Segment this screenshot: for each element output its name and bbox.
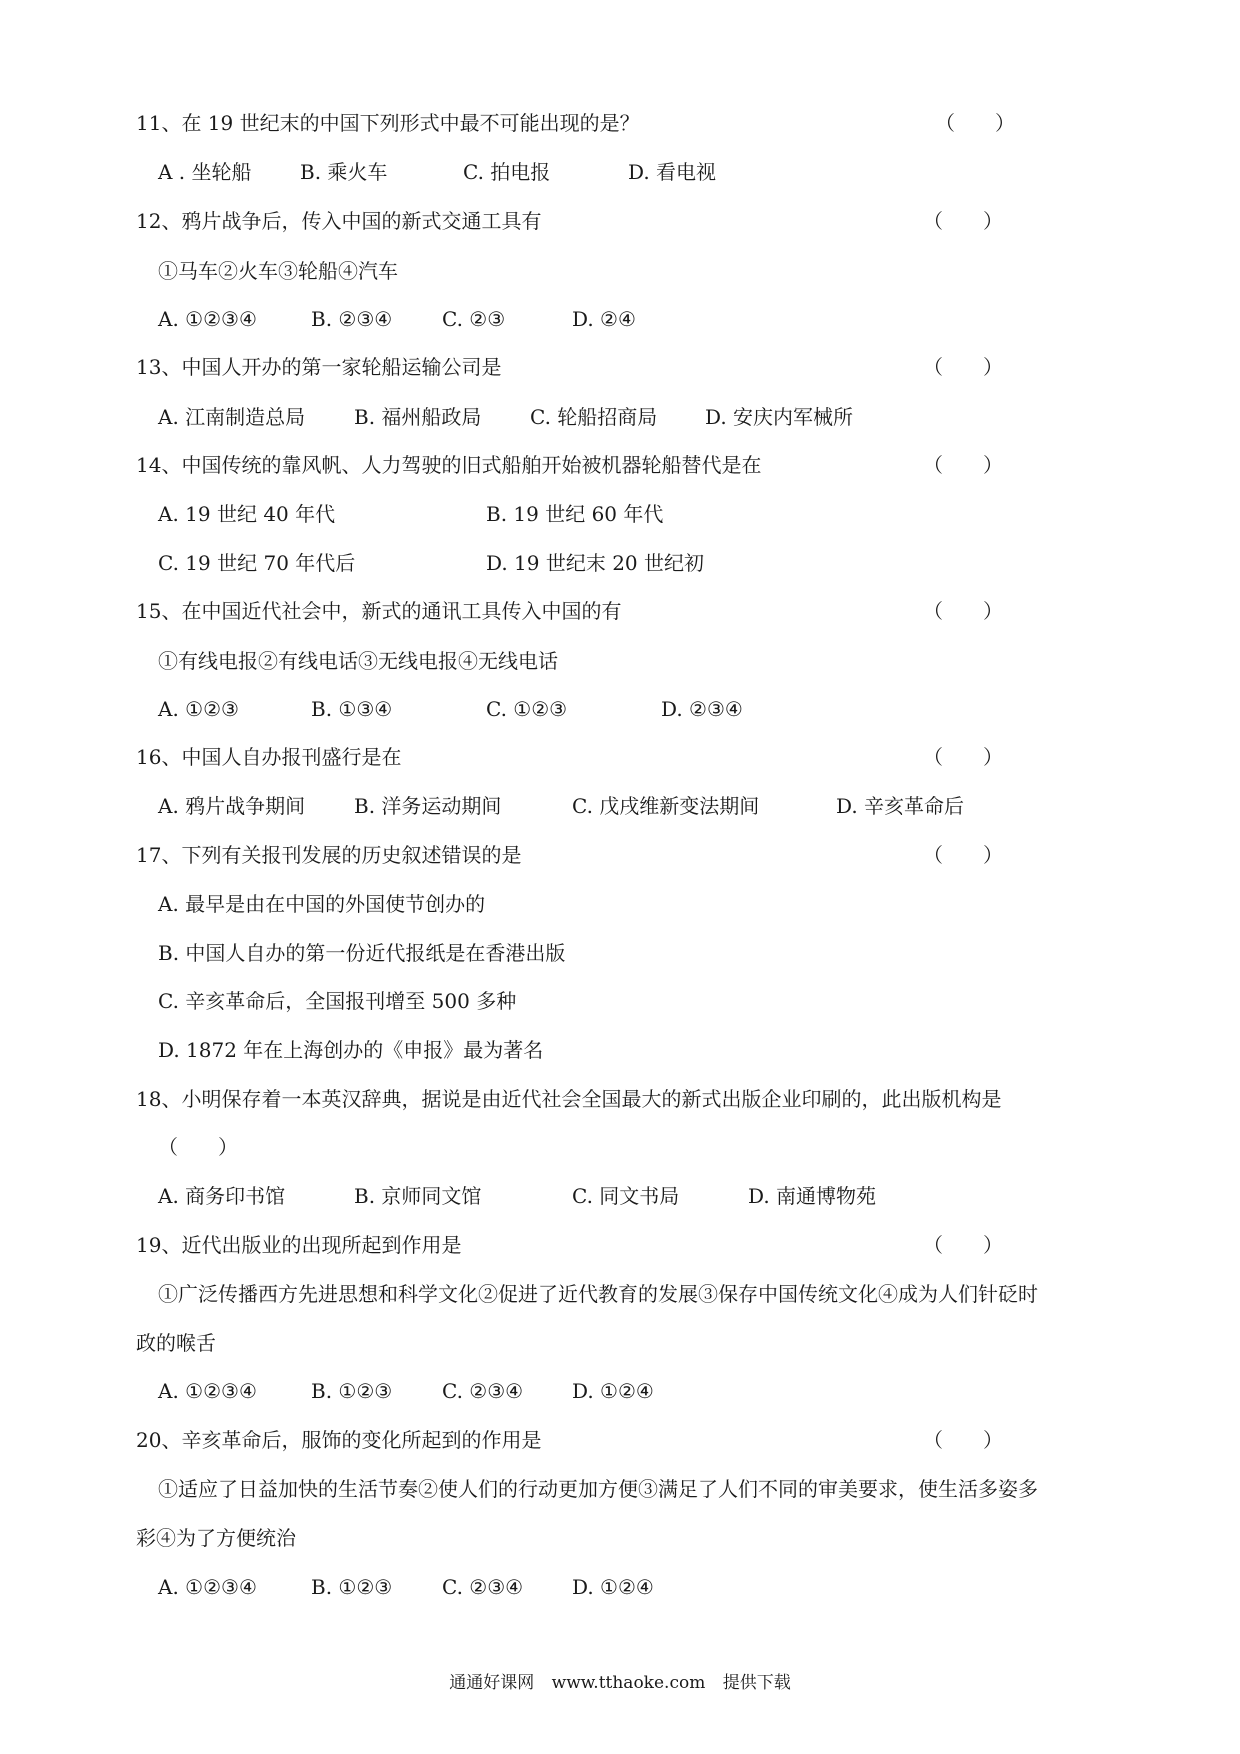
option-a: A. ①②③④ (158, 307, 257, 331)
option-b: B. 京师同文馆 (354, 1184, 482, 1208)
option-a: A. ①②③④ (158, 1379, 257, 1403)
option-c: C. 轮船招商局 (530, 405, 658, 429)
option-a: A. 商务印书馆 (158, 1184, 286, 1208)
footer-site-name: 通通好课网 (449, 1673, 535, 1693)
option-a: A. ①②③ (158, 697, 239, 721)
option-d: D. 南通博物苑 (748, 1184, 877, 1208)
option-b: B. 乘火车 (300, 160, 388, 184)
question-items: ①马车②火车③轮船④汽车 (158, 259, 398, 283)
option-a: A. 最早是由在中国的外国使节创办的 (158, 892, 486, 916)
option-c: C. 同文书局 (572, 1184, 680, 1208)
question-stem: 18、小明保存着一本英汉辞典，据说是由近代社会全国最大的新式出版企业印刷的，此出版机构是 (136, 1087, 1002, 1111)
question-stem: 13、中国人开办的第一家轮船运输公司是 (136, 355, 502, 379)
option-d: D. ②③④ (661, 697, 743, 721)
option-c: C. ②③④ (442, 1575, 524, 1599)
answer-blank: （ ） (923, 1233, 1003, 1257)
option-c: C. 19 世纪 70 年代后 (158, 551, 356, 575)
question-items: ①适应了日益加快的生活节奏②使人们的行动更加方便③满足了人们不同的审美要求，使生活多姿多 (158, 1477, 1038, 1501)
question-stem: 16、中国人自办报刊盛行是在 (136, 745, 402, 769)
answer-blank: （ ） (923, 1428, 1003, 1452)
question-items: ①有线电报②有线电话③无线电报④无线电话 (158, 649, 558, 673)
option-d: D. ②④ (572, 307, 636, 331)
option-a: A. ①②③④ (158, 1575, 257, 1599)
answer-blank: （ ） (923, 453, 1003, 477)
option-d: D. 辛亥革命后 (836, 794, 965, 818)
question-stem: 11、在 19 世纪末的中国下列形式中最不可能出现的是？ (136, 111, 640, 135)
option-d: D. ①②④ (572, 1575, 654, 1599)
question-stem: 17、下列有关报刊发展的历史叙述错误的是 (136, 843, 522, 867)
question-stem: 14、中国传统的靠风帆、人力驾驶的旧式船舶开始被机器轮船替代是在 (136, 453, 762, 477)
option-d: D. 1872 年在上海创办的《申报》最为著名 (158, 1038, 544, 1062)
option-d: D. 安庆内军械所 (705, 405, 854, 429)
question-items: ①广泛传播西方先进思想和科学文化②促进了近代教育的发展③保存中国传统文化④成为人们针砭时 (158, 1282, 1038, 1306)
answer-blank: （ ） (923, 209, 1003, 233)
option-b: B. 中国人自办的第一份近代报纸是在香港出版 (158, 941, 566, 965)
option-a: A. 江南制造总局 (158, 405, 306, 429)
option-b: B. ①②③ (311, 1379, 393, 1403)
option-d: D. 看电视 (628, 160, 717, 184)
option-a: A . 坐轮船 (158, 160, 252, 184)
answer-blank: （ ） (158, 1135, 238, 1159)
option-a: A. 19 世纪 40 年代 (158, 502, 336, 526)
answer-blank: （ ） (923, 843, 1003, 867)
option-a: A. 鸦片战争期间 (158, 794, 306, 818)
question-stem: 15、在中国近代社会中，新式的通讯工具传入中国的有 (136, 599, 622, 623)
option-c: C. 拍电报 (463, 160, 551, 184)
footer-url-link[interactable]: www.tthaoke.com (551, 1673, 706, 1693)
question-stem: 12、鸦片战争后，传入中国的新式交通工具有 (136, 209, 542, 233)
answer-blank: （ ） (935, 111, 1015, 135)
question-stem: 20、辛亥革命后，服饰的变化所起到的作用是 (136, 1428, 542, 1452)
option-b: B. ②③④ (311, 307, 393, 331)
option-c: C. 戊戌维新变法期间 (572, 794, 760, 818)
option-c: C. ②③ (442, 307, 506, 331)
option-c: C. 辛亥革命后，全国报刊增至 500 多种 (158, 989, 517, 1013)
answer-blank: （ ） (923, 599, 1003, 623)
option-d: D. ①②④ (572, 1379, 654, 1403)
answer-blank: （ ） (923, 355, 1003, 379)
option-b: B. ①②③ (311, 1575, 393, 1599)
option-b: B. 洋务运动期间 (354, 794, 502, 818)
option-b: B. 福州船政局 (354, 405, 482, 429)
answer-blank: （ ） (923, 745, 1003, 769)
question-items-continued: 政的喉舌 (136, 1331, 216, 1355)
page-footer (0, 1668, 1240, 1698)
option-b: B. 19 世纪 60 年代 (486, 502, 664, 526)
question-items-continued: 彩④为了方便统治 (136, 1526, 296, 1550)
option-c: C. ②③④ (442, 1379, 524, 1403)
option-d: D. 19 世纪末 20 世纪初 (486, 551, 705, 575)
option-c: C. ①②③ (486, 697, 568, 721)
option-b: B. ①③④ (311, 697, 393, 721)
footer-note: 提供下载 (722, 1673, 791, 1693)
question-stem: 19、近代出版业的出现所起到作用是 (136, 1233, 462, 1257)
